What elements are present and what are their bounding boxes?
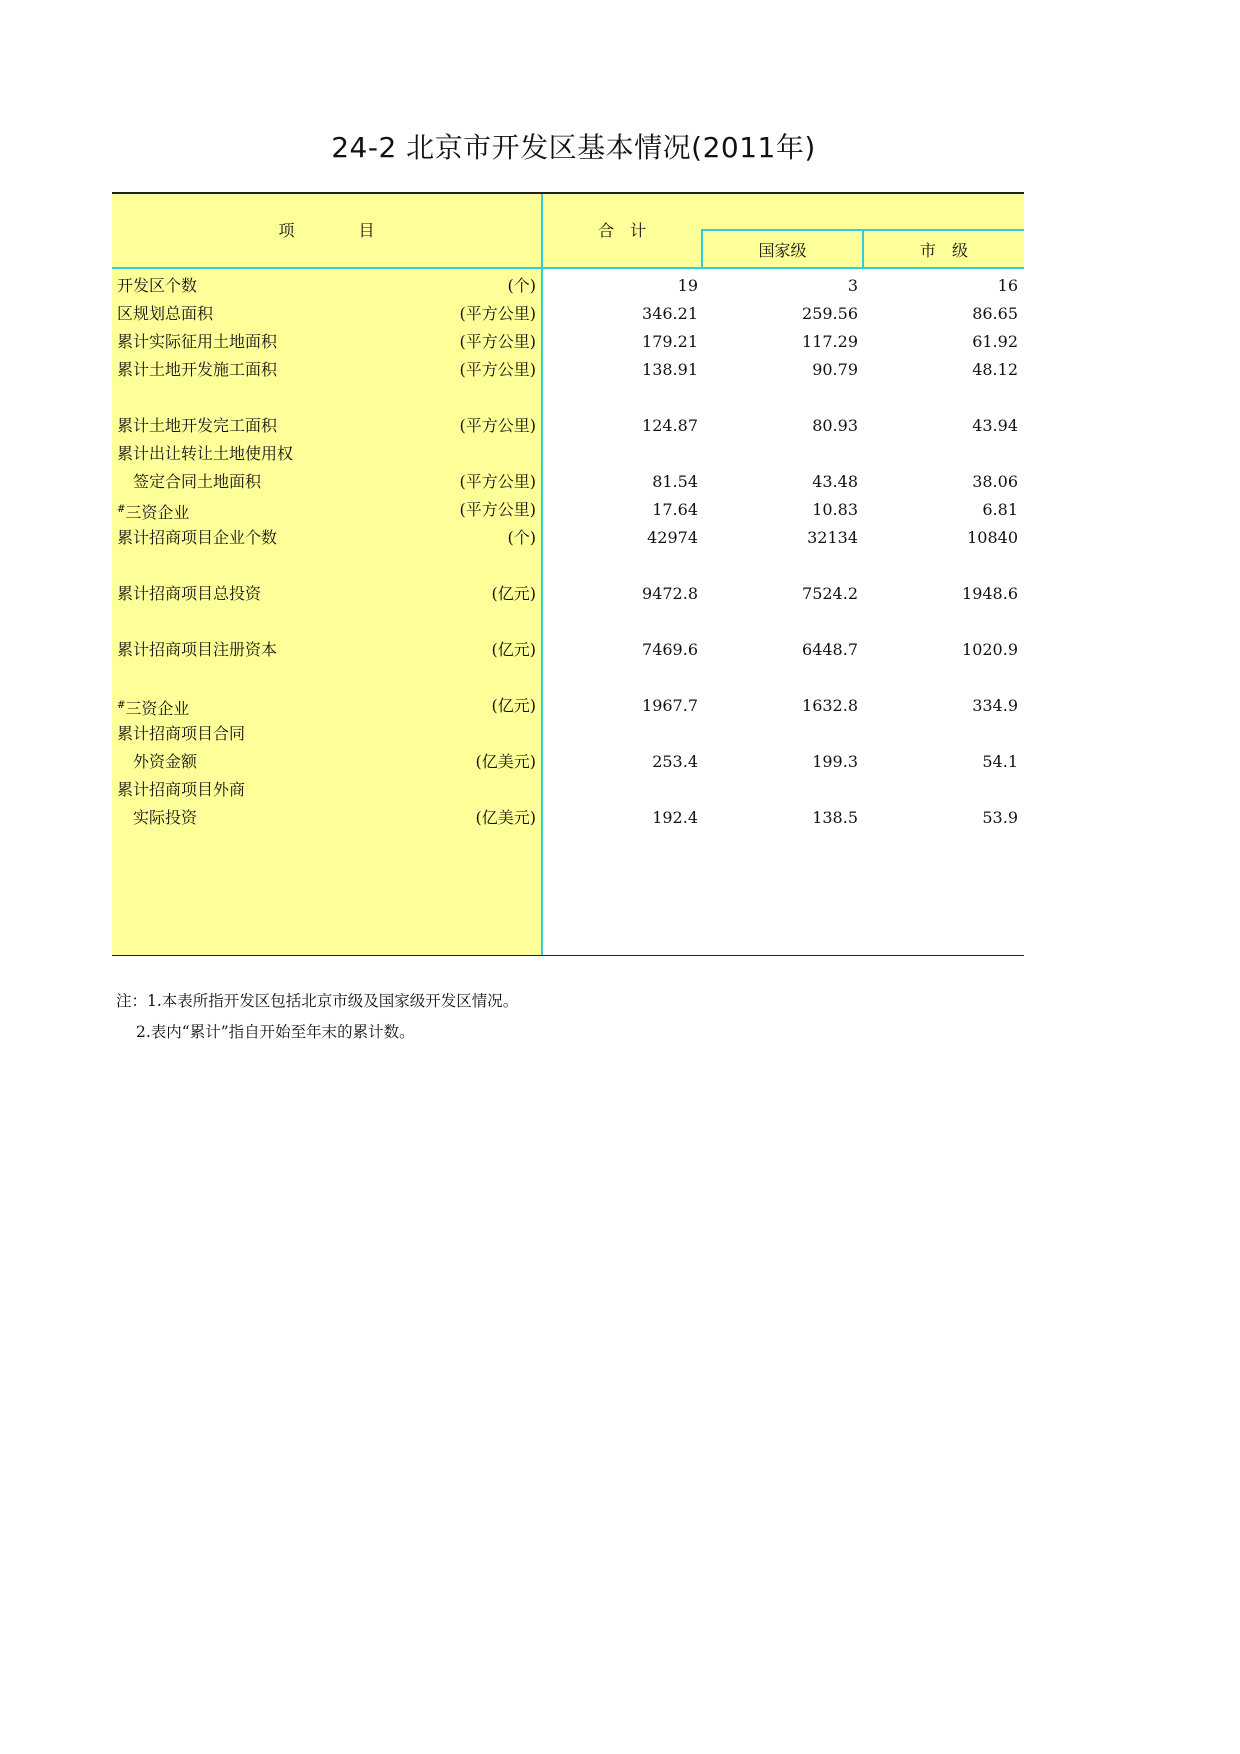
cell-total: 7469.6 <box>642 640 698 659</box>
cell-total: 19 <box>677 276 698 295</box>
cell-city: 334.9 <box>972 696 1018 715</box>
row-label-text: 累计土地开发完工面积 <box>117 416 278 435</box>
cell-national: 1632.8 <box>802 696 858 715</box>
row-label <box>117 522 277 553</box>
footnotes <box>116 986 518 1048</box>
table-row <box>112 718 1024 749</box>
row-label <box>117 634 277 665</box>
footnote-2: 2.表内“累计”指自开始至年末的累计数。 <box>136 1023 415 1041</box>
table-row <box>112 438 1024 469</box>
header-city: 市 级 <box>919 241 968 260</box>
table-row <box>112 522 1024 553</box>
row-label <box>117 438 293 469</box>
row-label-text: 区规划总面积 <box>117 304 214 323</box>
row-label-text: 三资企业 <box>125 699 190 718</box>
cell-total: 124.87 <box>642 416 698 435</box>
cell-national: 43.48 <box>812 472 858 491</box>
row-label <box>117 578 261 609</box>
table-row <box>112 466 1024 497</box>
cell-city: 86.65 <box>972 304 1018 323</box>
cell-national: 7524.2 <box>802 584 858 603</box>
cell-city: 54.1 <box>982 752 1018 771</box>
table-top-rule <box>112 192 1024 194</box>
cell-city: 53.9 <box>982 808 1018 827</box>
row-label-text: 累计招商项目外商 <box>117 780 246 799</box>
cell-city: 16 <box>997 276 1018 295</box>
row-label-text: 累计招商项目合同 <box>117 724 246 743</box>
row-label <box>117 326 277 357</box>
cell-city: 1948.6 <box>962 584 1018 603</box>
row-unit: (亿元) <box>491 696 536 715</box>
row-label-mark: # <box>117 700 126 711</box>
row-unit: (平方公里) <box>459 360 536 379</box>
row-label-text: 实际投资 <box>133 808 198 827</box>
table-row <box>112 802 1024 833</box>
cell-total: 179.21 <box>642 332 698 351</box>
row-label <box>117 718 245 749</box>
row-label-text: 累计土地开发施工面积 <box>117 360 278 379</box>
cell-city: 38.06 <box>972 472 1018 491</box>
row-label-text: 累计实际征用土地面积 <box>117 332 278 351</box>
row-unit: (亿元) <box>491 584 536 603</box>
cell-total: 42974 <box>647 528 698 547</box>
data-table <box>112 192 1024 956</box>
table-bottom-rule <box>112 955 1024 956</box>
cell-national: 80.93 <box>812 416 858 435</box>
row-label <box>117 270 197 301</box>
row-label-text: 累计出让转让土地使用权 <box>117 444 294 463</box>
row-unit: (亿美元) <box>475 808 536 827</box>
row-label-text: 开发区个数 <box>117 276 198 295</box>
cell-city: 1020.9 <box>962 640 1018 659</box>
cell-total: 192.4 <box>652 808 698 827</box>
cell-national: 10.83 <box>812 500 858 519</box>
cell-national: 259.56 <box>802 304 858 323</box>
cell-national: 90.79 <box>812 360 858 379</box>
table-row <box>112 494 1024 525</box>
cell-national: 199.3 <box>812 752 858 771</box>
header-total: 合 计 <box>597 221 646 240</box>
header-national: 国家级 <box>758 241 807 260</box>
cell-city: 61.92 <box>972 332 1018 351</box>
row-label-text: 累计招商项目总投资 <box>117 584 262 603</box>
cell-national: 32134 <box>807 528 858 547</box>
footnote-1: 注：1.本表所指开发区包括北京市级及国家级开发区情况。 <box>116 992 519 1010</box>
row-label-text: 累计招商项目注册资本 <box>117 640 278 659</box>
table-row <box>112 634 1024 665</box>
row-label <box>117 410 277 441</box>
cell-total: 1967.7 <box>642 696 698 715</box>
table-row <box>112 354 1024 385</box>
cell-city: 43.94 <box>972 416 1018 435</box>
cell-total: 81.54 <box>652 472 698 491</box>
table-row <box>112 690 1024 721</box>
table-row <box>112 326 1024 357</box>
row-unit: (平方公里) <box>459 304 536 323</box>
row-label <box>133 802 197 833</box>
row-label <box>117 774 245 805</box>
header-bottom-rule <box>112 267 1024 269</box>
table-row <box>112 410 1024 441</box>
table-row <box>112 746 1024 777</box>
cell-total: 253.4 <box>652 752 698 771</box>
row-label <box>133 466 261 497</box>
table-row <box>112 298 1024 329</box>
cell-total: 9472.8 <box>642 584 698 603</box>
cell-city: 10840 <box>967 528 1018 547</box>
row-label-text: 三资企业 <box>125 503 190 522</box>
row-unit: (个) <box>507 276 536 295</box>
row-unit: (平方公里) <box>459 332 536 351</box>
table-row <box>112 578 1024 609</box>
cell-national: 138.5 <box>812 808 858 827</box>
row-unit: (亿元) <box>491 640 536 659</box>
row-label-text: 签定合同土地面积 <box>133 472 262 491</box>
header-item: 项 目 <box>278 221 375 240</box>
cell-total: 17.64 <box>652 500 698 519</box>
cell-national: 117.29 <box>802 332 858 351</box>
row-label-text: 外资金额 <box>133 752 198 771</box>
row-label-mark: # <box>117 504 126 515</box>
page-title: 24-2 北京市开发区基本情况(2011年) <box>331 131 816 164</box>
table-row <box>112 774 1024 805</box>
row-label <box>117 298 213 329</box>
cell-national: 6448.7 <box>802 640 858 659</box>
row-label <box>133 746 197 777</box>
row-label-text: 累计招商项目企业个数 <box>117 528 278 547</box>
row-unit: (平方公里) <box>459 416 536 435</box>
cell-city: 48.12 <box>972 360 1018 379</box>
cell-total: 346.21 <box>642 304 698 323</box>
cell-city: 6.81 <box>982 500 1018 519</box>
cell-total: 138.91 <box>642 360 698 379</box>
row-unit: (平方公里) <box>459 472 536 491</box>
row-unit: (平方公里) <box>459 500 536 519</box>
row-unit: (亿美元) <box>475 752 536 771</box>
table-row <box>112 270 1024 301</box>
row-label <box>117 354 277 385</box>
row-unit: (个) <box>507 528 536 547</box>
cell-national: 3 <box>847 276 858 295</box>
